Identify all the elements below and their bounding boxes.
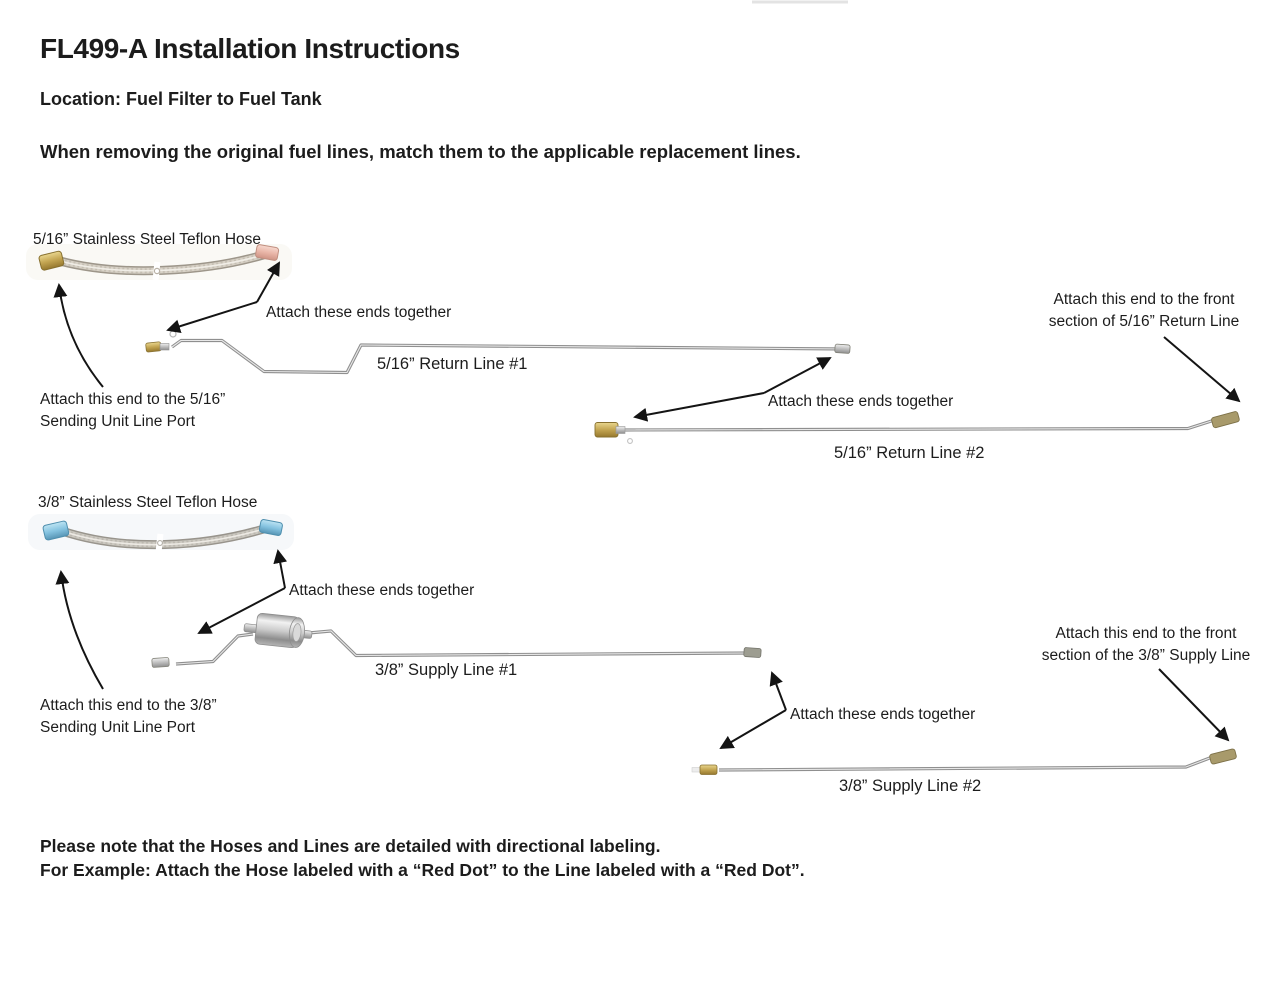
front-section-38-note <box>1024 623 1268 667</box>
footer-note-line1: Please note that the Hoses and Lines are detailed with directional labeling. <box>40 836 661 856</box>
hose-516-label: 5/16” Stainless Steel Teflon Hose <box>33 231 262 248</box>
sending-unit-38-note-line2: Sending Unit Line Port <box>40 719 196 736</box>
page-title: FL499-A Installation Instructions <box>40 33 460 64</box>
hose-38-label: 3/8” Stainless Steel Teflon Hose <box>38 494 258 511</box>
sending-unit-38-note-line1: Attach this end to the 3/8” <box>40 697 217 714</box>
sending-unit-516-note-line1: Attach this end to the 5/16” <box>40 391 226 408</box>
supply-line-1-left-fitting <box>152 657 170 667</box>
front-section-516-note-line2: section of 5/16” Return Line <box>1048 313 1240 330</box>
return-line-1-right-fitting <box>835 344 851 354</box>
return-line-2-right-fitting <box>1211 411 1240 428</box>
intro-text: When removing the original fuel lines, match them to the applicable replacement lines. <box>40 141 801 162</box>
arrow-to-supply-line-2-right-end <box>1159 669 1228 740</box>
return-line-1-left-fitting <box>146 342 169 353</box>
supply-line-2-label: 3/8” Supply Line #2 <box>839 777 982 795</box>
return-line-1-label: 5/16” Return Line #1 <box>377 355 528 373</box>
arrow-to-return-line-1-right-end <box>764 358 830 393</box>
attach-38-line-ends-note: Attach these ends together <box>790 706 976 723</box>
arrow-to-supply-line-1-right-end <box>772 673 786 710</box>
sending-unit-516-note <box>40 389 225 433</box>
sending-unit-516-note-line2: Sending Unit Line Port <box>40 413 196 430</box>
return-line-2-left-fitting <box>595 423 625 438</box>
location-subtitle: Location: Fuel Filter to Fuel Tank <box>40 89 322 109</box>
arrow-to-supply-line-2-left-end <box>721 710 786 748</box>
return-line-2-label: 5/16” Return Line #2 <box>834 444 985 462</box>
fuel-filter <box>243 612 314 650</box>
arrow-to-return-line-2-left-end <box>635 393 764 417</box>
front-section-516-note <box>1032 289 1256 333</box>
arrow-to-return-line-1-left-end <box>168 302 257 330</box>
front-section-516-note-line1: Attach this end to the front <box>1053 291 1235 308</box>
sending-unit-38-note <box>40 695 217 739</box>
front-section-38-note-line2: section of the 3/8” Supply Line <box>1041 647 1251 664</box>
arrow-to-return-line-2-right-end <box>1164 337 1239 401</box>
arrow-hose38-to-sending-port <box>61 572 103 689</box>
front-section-38-note-line1: Attach this end to the front <box>1055 625 1237 642</box>
arrow-to-hose38-right-end <box>278 551 285 588</box>
attach-38-hose-ends-note: Attach these ends together <box>289 582 475 599</box>
arrow-hose516-to-sending-port <box>59 285 103 387</box>
supply-line-2-left-fitting <box>700 765 717 775</box>
supply-line-1-label: 3/8” Supply Line #1 <box>375 661 518 679</box>
supply-line-1-right-fitting <box>744 647 762 657</box>
supply-line-2-photo <box>692 749 1237 775</box>
return-line-2-photo <box>595 411 1240 443</box>
attach-516-line-ends-note: Attach these ends together <box>768 393 954 410</box>
footer-note-line2: For Example: Attach the Hose labeled with a “Red Dot” to the Line labeled with a “Red Dot”. <box>40 860 805 880</box>
attach-516-hose-ends-note: Attach these ends together <box>266 304 452 321</box>
supply-line-2-right-fitting <box>1209 749 1237 765</box>
